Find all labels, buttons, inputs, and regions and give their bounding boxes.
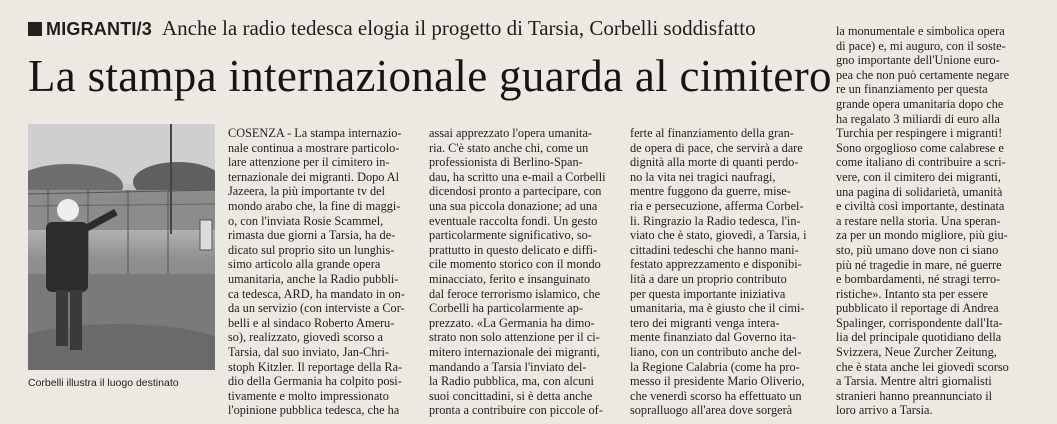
text-line: pubblicato il reportage di Andrea [836, 301, 999, 316]
text-line: so), realizzato, giovedì scorso a [228, 330, 384, 345]
text-line: suoi concittadini, si è detta anche [429, 388, 593, 403]
text-line: Corbelli ha particolarmente ap- [429, 301, 583, 316]
text-line: dau, ha scritto una e-mail a Corbelli [429, 169, 606, 184]
text-line: Svizzera, Neue Zurcher Zeitung, [836, 345, 997, 360]
text-line: Turchia per respingere i migranti! [836, 126, 1003, 141]
text-line: festato apprezzamento e disponibi- [630, 257, 802, 272]
text-line: o, con l'inviata Rosie Scammel, [228, 213, 384, 228]
text-line: Tarsia, dal suo inviato, Jan-Chri- [228, 344, 390, 359]
text-line: a restare nella storia. Una speran- [836, 213, 1001, 228]
text-line: una sua piccola donazione; ad una [429, 198, 598, 213]
text-line: ca tedesca, ARD, ha mandato in on- [228, 286, 405, 301]
text-line: gno importante dell'Unione euro- [836, 53, 1000, 68]
text-line: tero dei migranti venga intera- [630, 315, 780, 330]
text-line: lia del principale quotidiano della [836, 330, 1002, 345]
text-line: re un finanziamento per questa [836, 82, 988, 97]
text-line: una pagina di solidarietà, umanità [836, 184, 1003, 199]
text-line: nale continua a mostrare particolo- [228, 140, 400, 155]
text-line: la Regione Calabria (come ha pro- [630, 359, 800, 374]
text-line: tivamente e molto impressionato [228, 388, 389, 403]
text-line: vere, con il cimitero dei migranti, [836, 169, 1001, 184]
text-line: dignità alla morte di quanti perdo- [630, 155, 799, 170]
text-line: eventuale raccolta fondi. Un gesto [429, 213, 598, 228]
text-line: più né tragedie in mare, né guerre [836, 257, 1002, 272]
text-line: mentre fuggono da guerre, mise- [630, 184, 791, 199]
text-line: particolarmente significativo, so- [429, 228, 592, 243]
text-line: ha regalato 3 miliardi di euro alla [836, 111, 1000, 126]
text-line: rimasta due giorni a Tarsia, ha de- [228, 228, 396, 243]
text-line: mandando a Tarsia l'inviato del- [429, 359, 587, 374]
text-line: la monumentale e simbolica opera [836, 24, 1005, 38]
text-line: sto, più umano dove non ci siano [836, 242, 999, 257]
text-line: la Radio pubblica, ma, con alcuni [429, 374, 594, 389]
text-line: per questa importante iniziativa [630, 286, 786, 301]
kicker-subtitle: Anche la radio tedesca elogia il progetto di Tarsia, Corbelli soddisfatto [162, 16, 756, 40]
text-line: loro arrivo a Tarsia. [836, 403, 933, 418]
text-line: simo articolo alla grande opera [228, 257, 381, 272]
text-line: prezzato. «La Germania ha dimo- [429, 315, 595, 330]
text-line: ristiche». Intanto sta per essere [836, 286, 988, 301]
article-column-2 [429, 126, 617, 418]
photo-caption: Corbelli illustra il luogo destinato [28, 377, 179, 389]
text-line: dicendosi pronto a partecipare, con [429, 184, 602, 199]
text-line: ria e persecuzione, afferma Corbel- [630, 198, 804, 213]
text-line: mitero internazionale dei migranti, [429, 344, 600, 359]
text-line: e bombardamenti, né stragi terro- [836, 272, 1001, 287]
text-line: prattutto in questo delicato e diffi- [429, 242, 598, 257]
text-line: mente finanziato dal Governo ita- [630, 330, 796, 345]
text-line: professionista di Berlino-Span- [429, 155, 583, 170]
article-column-3 [630, 126, 818, 418]
text-line: no la vita nei tragici naufragi, [630, 169, 776, 184]
text-line: come italiano di contribuire a scri- [836, 155, 1006, 170]
text-line: Jazeera, la più importante tv del [228, 184, 386, 199]
text-line: grande opera umanitaria dopo che [836, 96, 1004, 111]
text-line: cittadini tedeschi che hanno mani- [630, 242, 799, 257]
text-line: Spalinger, corrispondente dall'Ita- [836, 315, 1003, 330]
photo-illustration [28, 124, 215, 370]
text-line: za per un mondo migliore, più giu- [836, 228, 1008, 243]
text-line: minacciato, ferito e insanguinato [429, 271, 591, 286]
text-line: COSENZA - La stampa internazio- [228, 126, 402, 140]
text-line: li. Ringrazio la Radio tedesca, l'in- [630, 213, 801, 228]
text-line: ferte al finanziamento della gran- [630, 126, 794, 140]
text-line: de opera di pace, che servirà a dare [630, 140, 803, 155]
text-line: a Tarsia. Mentre altri giornalisti [836, 374, 992, 389]
text-line: lità a dare un proprio contributo [630, 271, 787, 286]
text-line: strato non solo attenzione per il ci- [429, 330, 600, 345]
text-line: pronta a contribuire con piccole of- [429, 403, 603, 418]
article-column-1 [228, 126, 416, 418]
text-line: umanitaria, ma è giusto che il cimi- [630, 301, 805, 316]
text-line: ria. C'è stato anche chi, come un [429, 140, 589, 155]
text-line: che è stata anche lei giovedì scorso [836, 359, 1009, 374]
text-line: mondo arabo che, la fine di maggi- [228, 198, 401, 213]
text-line: dicato sul proprio sito un lunghis- [228, 242, 395, 257]
text-line: stoph Kitzler. Il reportage della Ra- [228, 359, 403, 374]
text-line: Sono orgoglioso come calabrese e [836, 140, 1004, 155]
article-photo [28, 124, 215, 370]
text-line: liano, con un contributo anche del- [630, 344, 802, 359]
text-line: pea che non può certamente negare [836, 67, 1010, 82]
square-bullet-icon [28, 22, 42, 36]
text-line: di pace) e, mi auguro, con il soste- [836, 38, 1006, 53]
text-line: messo il presidente Mario Oliverio, [630, 374, 805, 389]
text-line: stranieri hanno preannunciato il [836, 388, 993, 403]
text-line: ternazionale dei migranti. Dopo Al [228, 169, 400, 184]
section-tag: MIGRANTI/3 [46, 19, 153, 39]
text-line: dal feroce terrorismo islamico, che [429, 286, 601, 301]
text-line: umanitaria, anche la Radio pubbli- [228, 271, 399, 286]
section-kicker [28, 16, 828, 42]
text-line: viato che è stato, giovedì, a Tarsia, i [630, 228, 807, 243]
text-line: cile momento storico con il mondo [429, 257, 601, 272]
text-line: da un servizio (con interviste a Cor- [228, 301, 405, 316]
article-column-4 [836, 24, 1024, 418]
text-line: assai apprezzato l'opera umanita- [429, 126, 593, 140]
text-line: dio della Germania ha colpito posi- [228, 374, 402, 389]
text-line: che venerdì scorso ha effettuato un [630, 388, 802, 403]
text-line: belli e al sindaco Roberto Ameru- [228, 315, 395, 330]
text-line: lare attenzione per il cimitero in- [228, 155, 390, 170]
text-line: l'opinione pubblica tedesca, che ha [228, 403, 400, 418]
text-line: sopralluogo all'area dove sorgerà [630, 403, 793, 418]
text-line: e civiltà così importante, destinata [836, 199, 1005, 214]
headline: La stampa internazionale guarda al cimitero [28, 51, 832, 101]
